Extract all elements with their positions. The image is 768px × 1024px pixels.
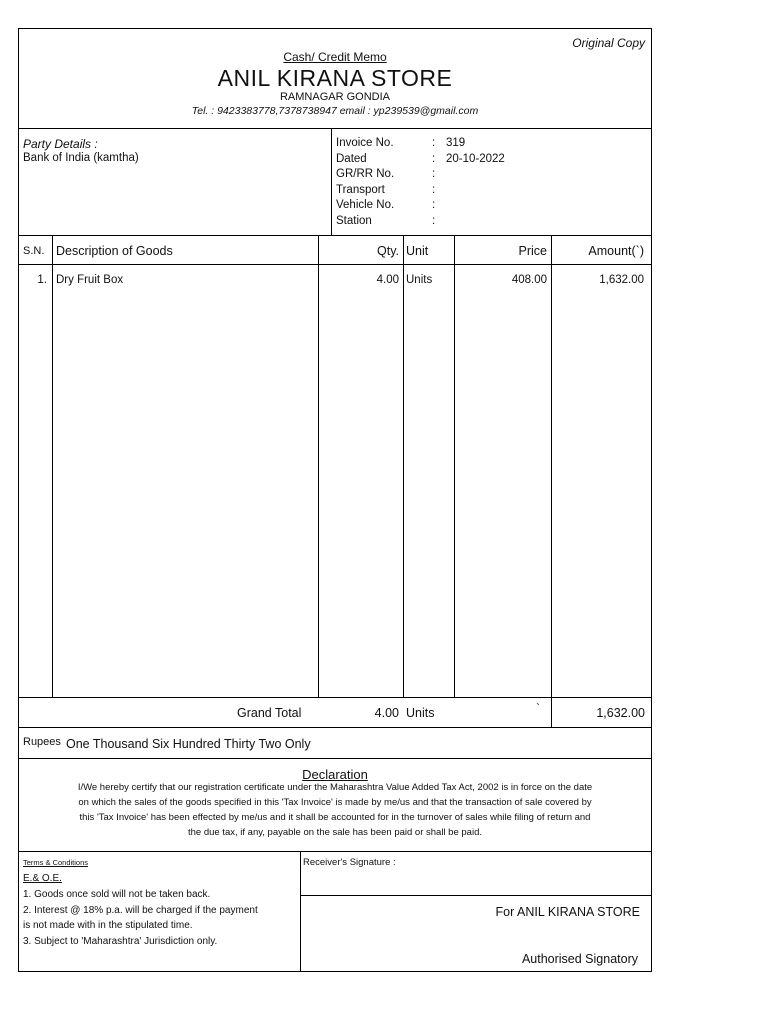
col-header-amount: Amount(`)	[588, 244, 644, 258]
memo-type: Cash/ Credit Memo	[283, 50, 387, 64]
declaration-title: Declaration	[302, 767, 368, 782]
grand-total-qty: 4.00	[374, 706, 399, 720]
meta-colon: :	[432, 183, 436, 196]
meta-colon: :	[432, 137, 436, 149]
declaration-line: this 'Tax Invoice' has been effected by me/us and it shall be accounted for in the turnover of sales while filing of return and	[79, 812, 591, 823]
terms-line: 3. Subject to 'Maharashtra' Jurisdiction only.	[23, 935, 218, 947]
grand-total-amount: 1,632.00	[596, 706, 645, 720]
terms-line: 1. Goods once sold will not be taken back.	[23, 889, 211, 900]
column-line	[551, 235, 552, 727]
meta-label: Transport	[336, 183, 385, 196]
store-contact: Tel. : 9423383778,7378738947 email : yp239539@gmail.com	[191, 105, 479, 117]
column-line	[52, 235, 53, 697]
col-header-qty: Qty.	[377, 244, 399, 258]
col-header-description: Description of Goods	[56, 244, 173, 258]
meta-value: 319	[446, 137, 466, 149]
party-name: Bank of India (kamtha)	[23, 152, 139, 164]
party-details-label: Party Details :	[23, 137, 98, 151]
meta-label: Dated	[336, 152, 367, 165]
divider	[18, 758, 652, 759]
column-line	[403, 235, 404, 697]
cell-qty: 4.00	[376, 274, 399, 286]
meta-label: Station	[336, 214, 372, 227]
cell-amount: 1,632.00	[599, 274, 644, 286]
cell-unit: Units	[406, 274, 433, 286]
divider	[18, 264, 652, 265]
store-name: ANIL KIRANA STORE	[217, 65, 453, 91]
col-header-price: Price	[518, 244, 547, 258]
divider	[331, 128, 332, 235]
grand-total-unit: Units	[406, 706, 435, 720]
terms-title: Terms & Conditions	[23, 858, 89, 867]
meta-colon: :	[432, 214, 436, 227]
meta-colon: :	[432, 199, 436, 211]
declaration-line: on which the sales of the goods specified in this 'Tax Invoice' is made by me/us and that the transaction of sale covered by	[78, 797, 592, 808]
meta-label: Vehicle No.	[336, 199, 395, 211]
grand-total-label: Grand Total	[237, 706, 302, 720]
store-address: RAMNAGAR GONDIA	[279, 91, 390, 103]
column-line	[454, 235, 455, 697]
col-header-sn: S.N.	[23, 245, 45, 257]
authorised-signatory: Authorised Signatory	[521, 952, 638, 966]
cell-sn: 1.	[37, 274, 47, 286]
meta-colon: :	[432, 152, 436, 165]
rupees-label: Rupees	[23, 736, 61, 748]
copy-label: Original Copy	[572, 36, 645, 50]
terms-line: is not made with in the stipulated time.	[23, 920, 193, 931]
divider	[300, 851, 301, 972]
meta-value: 20-10-2022	[446, 152, 505, 165]
divider	[18, 235, 652, 236]
meta-label: Invoice No.	[336, 137, 394, 149]
meta-colon: :	[432, 168, 436, 180]
declaration-line: I/We hereby certify that our registration certificate under the Maharashtra Value Added Tax Act, 2002 is in force on the date	[77, 782, 593, 793]
amount-in-words: One Thousand Six Hundred Thirty Two Only	[66, 737, 311, 751]
col-header-unit: Unit	[406, 244, 429, 258]
divider	[18, 697, 652, 698]
currency-symbol: `	[536, 701, 540, 715]
receiver-signature-label: Receiver's Signature :	[303, 857, 396, 868]
column-line	[318, 235, 319, 697]
eoe-label: E.& O.E.	[23, 873, 62, 884]
divider	[18, 727, 652, 728]
declaration-line: the due tax, if any, payable on the sale has been paid or shall be paid.	[187, 827, 482, 838]
divider	[18, 128, 652, 129]
meta-label: GR/RR No.	[336, 168, 395, 180]
divider	[18, 851, 652, 852]
divider	[300, 895, 652, 896]
cell-price: 408.00	[511, 274, 547, 286]
for-store-label: For ANIL KIRANA STORE	[495, 905, 640, 919]
terms-line: 2. Interest @ 18% p.a. will be charged if the payment	[23, 904, 258, 916]
cell-description: Dry Fruit Box	[56, 274, 124, 286]
